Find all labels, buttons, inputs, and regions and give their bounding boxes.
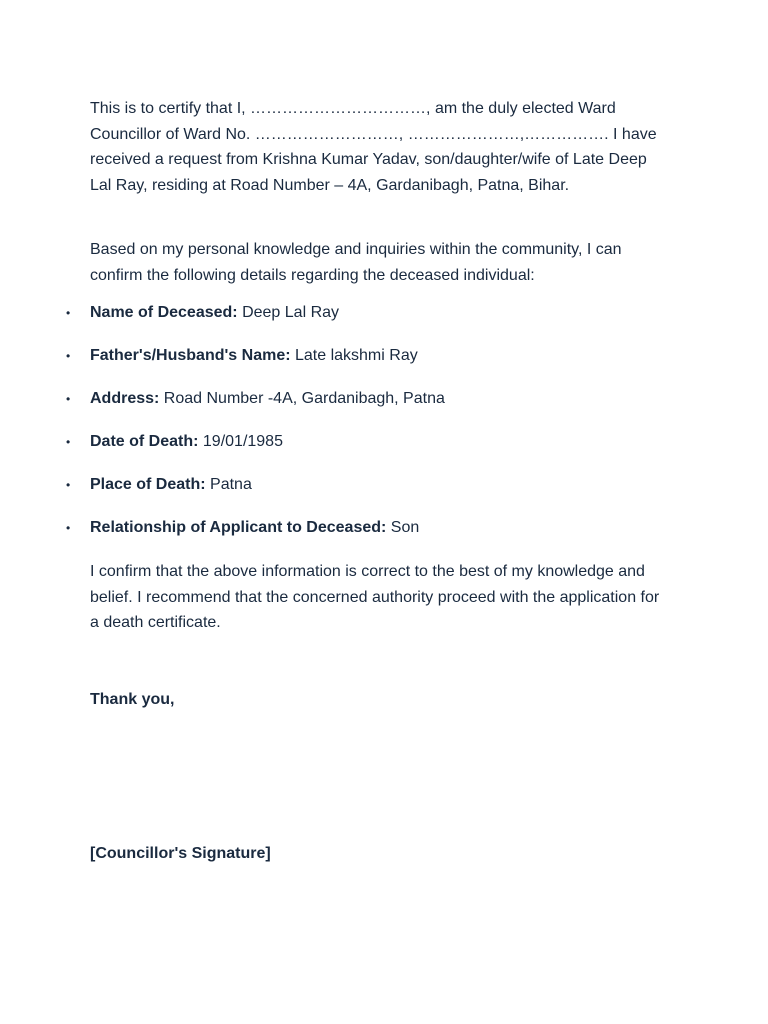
detail-date-of-death [0, 429, 768, 455]
detail-value: Son [386, 519, 420, 536]
detail-label: Date of Death: [90, 433, 199, 450]
detail-value: Deep Lal Ray [237, 304, 340, 321]
detail-label: Place of Death: [90, 476, 206, 493]
detail-value: 19/01/1985 [198, 433, 283, 450]
detail-label: Father's/Husband's Name: [90, 347, 291, 364]
detail-value: Patna [205, 476, 252, 493]
detail-label: Relationship of Applicant to Deceased: [90, 519, 387, 536]
bullet-icon: • [66, 306, 71, 320]
confirmation-paragraph: I confirm that the above information is correct to the best of my knowledge and belief. I recommend that the concerned authority proceed with the application for a death certificate. [90, 563, 660, 632]
detail-value: Late lakshmi Ray [290, 347, 418, 364]
detail-label: Address: [90, 390, 160, 407]
detail-relationship [0, 515, 768, 541]
detail-father-husband-name [0, 343, 768, 369]
councillor-signature-placeholder: [Councillor's Signature] [90, 845, 271, 862]
detail-value: Road Number -4A, Gardanibagh, Patna [159, 390, 445, 407]
intro-paragraph: This is to certify that I, ……………………………, am the duly elected Ward Councillor of Ward No. ………………………, …………………,……………. I have received a request from Krishna Kumar Yadav, son/daughter/wife of Late Deep Lal Ray, residing at Road Number – 4A, Gardanibagh, Patna, Bihar. [90, 100, 657, 194]
basis-paragraph: Based on my personal knowledge and inquiries within the community, I can confirm the following details regarding the deceased individual: [90, 241, 622, 284]
bullet-icon: • [66, 521, 71, 535]
detail-label: Name of Deceased: [90, 304, 238, 321]
detail-name-of-deceased [0, 300, 768, 326]
detail-place-of-death [0, 472, 768, 498]
bullet-icon: • [66, 478, 71, 492]
detail-address [0, 386, 768, 412]
bullet-icon: • [66, 392, 71, 406]
bullet-icon: • [66, 349, 71, 363]
closing-thank-you: Thank you, [90, 691, 175, 708]
bullet-icon: • [66, 435, 71, 449]
